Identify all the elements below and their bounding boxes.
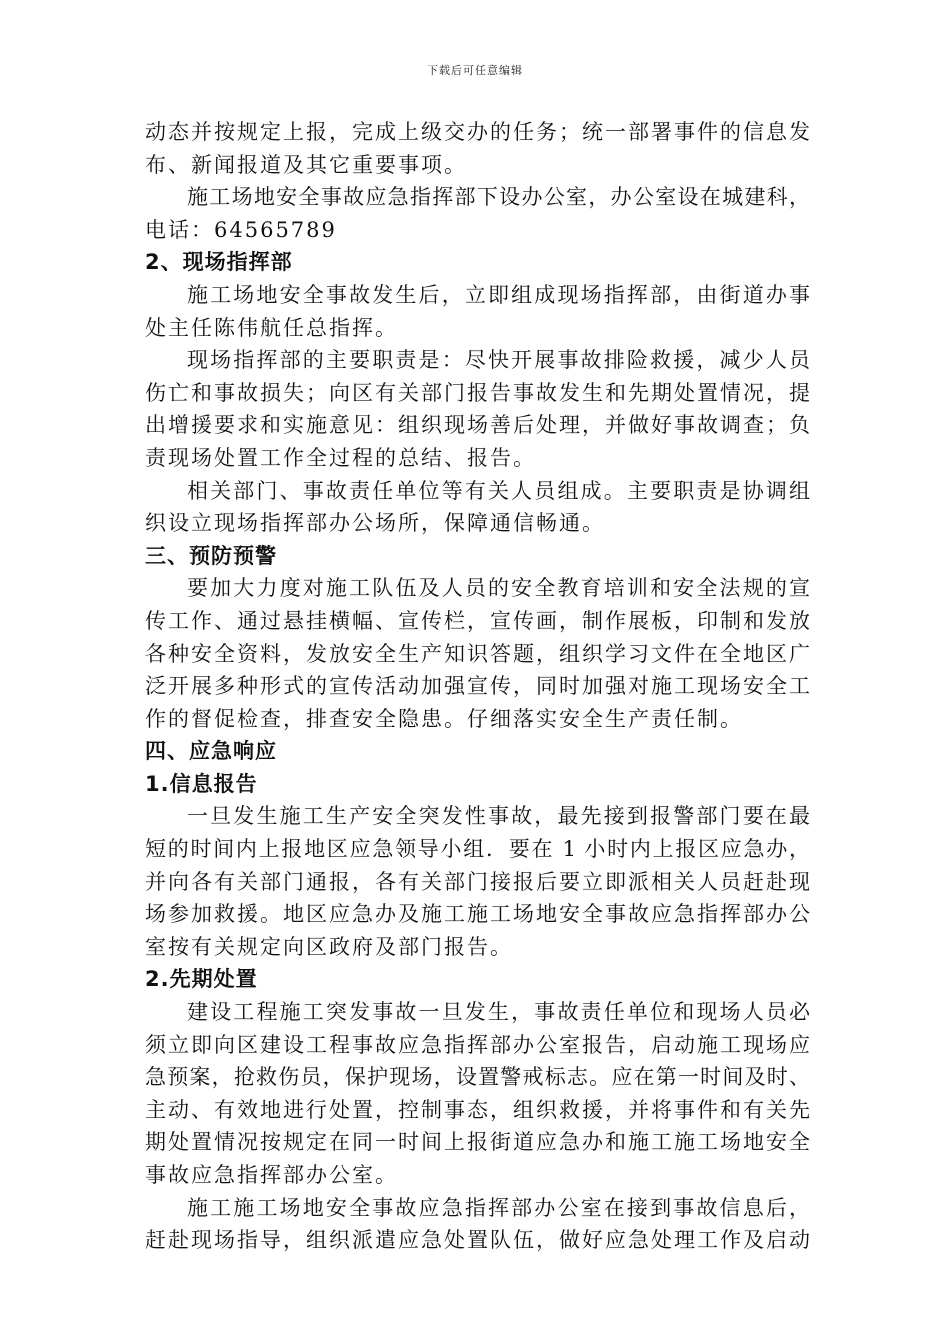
text-line: 电话：64565789 xyxy=(145,217,337,242)
text-line: 事故应急指挥部办公室。 xyxy=(145,1163,398,1187)
text-line: 作的督促检查，排查安全隐患。仔细落实安全生产责任制。 xyxy=(145,706,743,731)
section-heading: 2、现场指挥部 xyxy=(145,250,293,275)
text-line: 建设工程施工突发事故一旦发生，事故责任单位和现场人员必 xyxy=(187,1000,810,1025)
text-line: 施工场地安全事故发生后，立即组成现场指挥部，由街道办事 xyxy=(187,282,810,307)
text-line: 场参加救援。地区应急办及施工施工场地安全事故应急指挥部办公 xyxy=(145,902,810,927)
text-line: 主动、有效地进行处置，控制事态，组织救援，并将事件和有关先 xyxy=(145,1097,810,1122)
text-line: 要加大力度对施工队伍及人员的安全教育培训和安全法规的宣 xyxy=(187,576,810,601)
text-line: 伤亡和事故损失；向区有关部门报告事故发生和先期处置情况，提 xyxy=(145,380,810,405)
text-line: 现场指挥部的主要职责是：尽快开展事故排险救援，减少人员 xyxy=(187,348,810,373)
text-line: 处主任陈伟航任总指挥。 xyxy=(145,315,398,340)
text-line: 急预案，抢救伤员，保护现场，设置警戒标志。应在第一时间及时、 xyxy=(145,1065,810,1090)
text-line: 布、新闻报道及其它重要事项。 xyxy=(145,152,467,177)
text-line: 泛开展多种形式的宣传活动加强宣传，同时加强对施工现场安全工 xyxy=(145,674,810,699)
page-header: 下载后可任意编辑 xyxy=(427,64,523,77)
text-line: 动态并按规定上报，完成上级交办的任务；统一部署事件的信息发 xyxy=(145,120,810,144)
section-heading: 2.先期处置 xyxy=(145,967,258,992)
text-line: 室按有关规定向区政府及部门报告。 xyxy=(145,934,513,959)
text-line: 施工场地安全事故应急指挥部下设办公室，办公室设在城建科， xyxy=(187,185,810,210)
text-line: 出增援要求和实施意见：组织现场善后处理，并做好事故调查；负 xyxy=(145,413,810,438)
text-line: 短的时间内上报地区应急领导小组．要在 1 小时内上报区应急办， xyxy=(145,837,810,862)
text-line: 织设立现场指挥部办公场所，保障通信畅通。 xyxy=(145,511,605,536)
text-line: 传工作、通过悬挂横幅、宣传栏，宣传画，制作展板，印制和发放 xyxy=(145,608,810,633)
document-body xyxy=(145,116,810,1257)
text-line: 各种安全资料，发放安全生产知识答题，组织学习文件在全地区广 xyxy=(145,641,810,666)
text-line: 施工施工场地安全事故应急指挥部办公室在接到事故信息后， xyxy=(187,1195,810,1220)
text-line: 期处置情况按规定在同一时间上报街道应急办和施工施工场地安全 xyxy=(145,1130,810,1155)
text-line: 须立即向区建设工程事故应急指挥部办公室报告，启动施工现场应 xyxy=(145,1032,810,1057)
text-line: 并向各有关部门通报，各有关部门接报后要立即派相关人员赶赴现 xyxy=(145,869,810,894)
section-heading: 四、应急响应 xyxy=(145,739,277,764)
section-heading: 1.信息报告 xyxy=(145,771,258,796)
text-line: 一旦发生施工生产安全突发性事故，最先接到报警部门要在最 xyxy=(187,804,810,829)
text-line: 相关部门、事故责任单位等有关人员组成。主要职责是协调组 xyxy=(187,478,810,503)
section-heading: 三、预防预警 xyxy=(145,543,277,568)
text-line: 赶赴现场指导，组织派遣应急处置队伍，做好应急处理工作及启动 xyxy=(145,1228,810,1253)
text-line: 责现场处置工作全过程的总结、报告。 xyxy=(145,445,536,470)
